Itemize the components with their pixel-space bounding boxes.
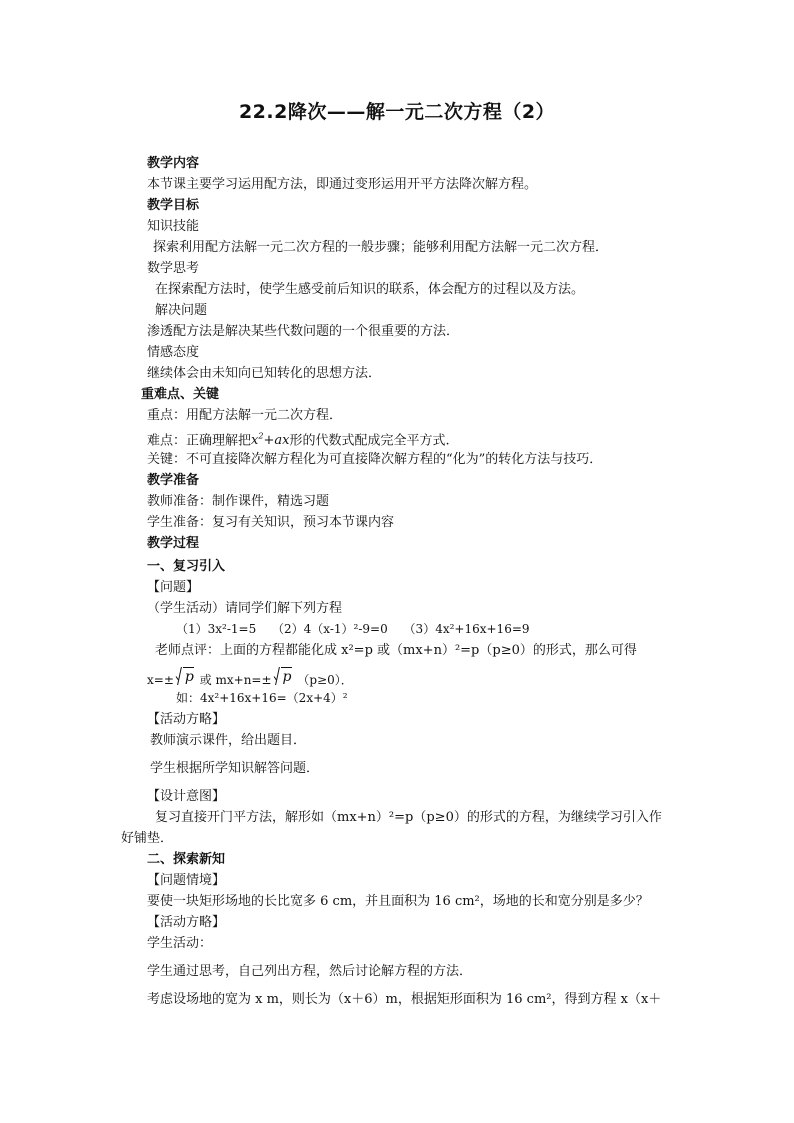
thinking-text: 在探索配方法时，使学生感受前后知识的联系，体会配方的过程以及方法。	[155, 282, 585, 297]
solving-text: 渗透配方法是解决某些代数问题的一个很重要的方法．	[147, 324, 460, 339]
solution-prefix: x=±	[147, 673, 174, 687]
sqrt-symbol-2	[274, 667, 292, 686]
student-activity-2: 学生活动：	[147, 936, 213, 951]
student-activity-2-text: 学生通过思考，自己列出方程，然后讨论解方程的方法．	[147, 964, 473, 979]
design-text-1: 复习直接开门平方法，解形如（mx+n）²=p（p≥0）的形式的方程，为继续学习引入作	[155, 810, 662, 825]
math-exponent: 2	[258, 432, 264, 441]
teacher-prep: 教师准备：制作课件，精选习题	[147, 494, 330, 509]
key-text: 关键：不可直接降次解方程化为可直接降次解方程的“化为”的转化方法与技巧．	[147, 452, 603, 467]
heading-key-points: 重难点、关键	[141, 387, 220, 402]
strategy-text-2: 学生根据所学知识解答问题．	[150, 761, 320, 776]
design-text-2: 好铺垫．	[121, 831, 174, 846]
example-text: 如：4x²+16x+16=（2x+4）²	[176, 691, 348, 705]
situation-text: 要使一块矩形场地的长比宽多 6 cm，并且面积为 16 cm²，场地的长和宽分别是多少？	[147, 894, 649, 909]
math-rest: +ax	[263, 433, 290, 449]
equations-list: （1）3x²-1=5 （2）4（x-1）²-9=0 （3）4x²+16x+16=9	[176, 622, 530, 636]
skills-text: 探索利用配方法解一元二次方程的一般步骤；能够利用配方法解一元二次方程．	[153, 240, 609, 255]
heading-explore: 二、探索新知	[147, 852, 226, 867]
subheading-attitude: 情感态度	[147, 345, 200, 360]
subheading-thinking: 数学思考	[147, 261, 200, 276]
sqrt-radicand-2: p	[282, 669, 292, 685]
difficulty-suffix: 形的代数式配成完全平方式.	[289, 433, 450, 449]
teacher-comment: 老师点评：上面的方程都能化成 x²=p 或（mx+n）²=p（p≥0）的形式，那么可得	[155, 643, 637, 658]
keypoint-text: 重点：用配方法解一元二次方程．	[147, 408, 343, 423]
solution-middle: 或 mx+n=±	[199, 673, 272, 687]
heading-process: 教学过程	[147, 536, 200, 551]
attitude-text: 继续体会由未知向已知转化的思想方法．	[147, 366, 382, 381]
sqrt-symbol	[176, 667, 194, 686]
student-activity: （学生活动）请同学们解下列方程	[147, 601, 343, 616]
math-x: x	[251, 433, 259, 449]
subheading-skills: 知识技能	[147, 219, 200, 234]
solution-line	[147, 667, 353, 689]
heading-preparation: 教学准备	[147, 473, 200, 488]
math-expression	[251, 433, 289, 448]
strategy2-label: 【活动方略】	[147, 915, 226, 930]
solution-suffix: （p≥0）．	[297, 673, 353, 687]
heading-review: 一、复习引入	[147, 559, 226, 574]
student-prep: 学生准备：复习有关知识，预习本节课内容	[147, 515, 395, 530]
consider-text: 考虑设场地的宽为 x m，则长为（x＋6）m，根据矩形面积为 16 cm²，得到方程 x（x＋	[147, 992, 662, 1007]
heading-teaching-content: 教学内容	[147, 156, 200, 171]
difficulty-prefix: 难点：正确理解把	[147, 433, 252, 449]
subheading-solving: 解决问题	[155, 303, 208, 318]
problem-label: 【问题】	[147, 580, 200, 595]
heading-teaching-goals: 教学目标	[147, 198, 200, 213]
difficulty-line	[147, 428, 450, 449]
page-title: 22.2降次——解一元二次方程（2）	[238, 101, 556, 123]
situation-label: 【问题情境】	[147, 873, 226, 888]
content-text: 本节课主要学习运用配方法，即通过变形运用开平方法降次解方程。	[147, 177, 538, 192]
strategy-label: 【活动方略】	[147, 712, 226, 727]
sqrt-radicand: p	[184, 669, 194, 685]
design-label: 【设计意图】	[147, 789, 226, 804]
strategy-text-1: 教师演示课件，给出题目．	[150, 733, 307, 748]
